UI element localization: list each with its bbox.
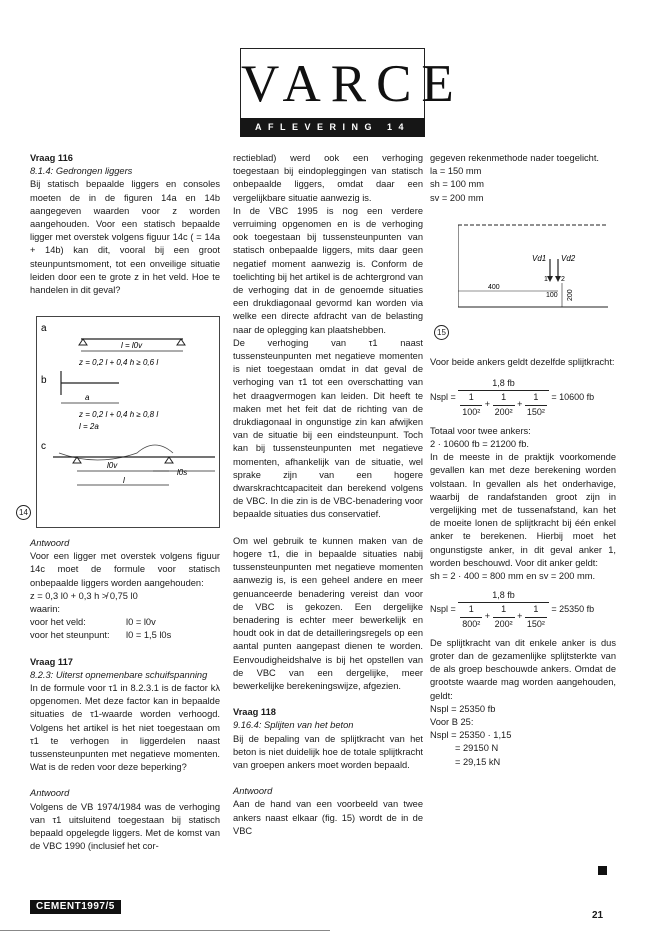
fig15-dim100: 100 xyxy=(546,292,558,299)
column-1 xyxy=(30,152,220,297)
formula-1-numerator: 1,8 fb xyxy=(458,377,549,391)
answer-116-waarin: waarin: xyxy=(30,604,60,615)
col2-p4: Om wel gebruik te kunnen maken van de hogere τ1, die in bepaalde situaties nabij tussensteunpunten met negatieve momenten aanwezig is, is een geheel andere en meer genuanceerde benadering vereist dan voor de VBC is gekozen. Een dergelijke benadering is echter meer bewerkelijk en houdt ook in dat de detailleringsregels op een aantal punten aangepast dienen te worden. Eenvoudigheidshalve is bij het opstellen van de VBC van een dergelijke, meer bewerkelijke berekeningswijze, afgezien. xyxy=(233,535,423,691)
fig15-dim200: 200 xyxy=(567,289,574,301)
column-3-lower xyxy=(430,356,616,769)
formula-1-d1: 100² xyxy=(462,406,481,417)
q117-text: In de formule voor τ1 in 8.2.3.1 is de factor kλ opgenomen. Met deze factor kan in bepaalde situaties de τ1-waarde worden verhoogd. Volgens het artikel is het niet toegestaan om τ1 te verhogen in liggerdelen naast tussensteunpunten met negatieve momenten. Wat is de reden voor deze beperking? xyxy=(30,683,220,773)
col3-p2: Voor beide ankers geldt dezelfde splijtkracht: xyxy=(430,357,615,367)
fig15-vd1: Vd1 xyxy=(532,254,547,263)
formula-2 xyxy=(430,589,616,631)
col2-p1: rectieblad) werd ook een verhoging toegestaan bij eindopleggingen van statisch onbepaalde liggers, omdat daar een vergelijkbare situatie aanwezig is. xyxy=(233,153,423,203)
formula-1-lhs: Nspl = xyxy=(430,392,456,403)
fig14-b-formula: z = 0,2 l + 0,4 h ≥ 0,8 l xyxy=(79,410,159,419)
formula-2-denominator: $\frac{1}{\text{800²}}$ + $\frac{1}{\text{200²}}$ + $\frac{1}{\text{150²}}$ xyxy=(458,603,549,630)
fig14-c-l0s: l0s xyxy=(177,468,188,477)
fig14-b-l: l = 2a xyxy=(79,422,99,431)
col3-p3: Totaal voor twee ankers: xyxy=(430,425,531,436)
col3-p4b: sh = 2 · 400 = 800 mm en sv = 200 mm. xyxy=(430,571,596,582)
series-subtitle: AFLEVERING 14 xyxy=(240,118,425,137)
fig14-a-span: l = l0v xyxy=(121,341,143,350)
col3-la: la = 150 mm xyxy=(430,166,482,177)
formula-2-t3: 1 xyxy=(525,603,547,617)
column-3 xyxy=(430,152,616,205)
fig14-c-l: l xyxy=(123,476,125,485)
column-2 xyxy=(233,152,423,838)
figure-15 xyxy=(458,219,610,311)
col3-p1: gegeven rekenmethode nader toegelicht. xyxy=(430,153,600,163)
col2-p2: In de VBC 1995 is nog een verdere verruiming opgenomen en is de verhoging ook toegestaan bij tussensteunpunten van statisch onbepaalde liggers, mits daar geen negatief moment aanwezig is. Conform de toelichting bij het artikel is de achtergrond van de verhoging dat in de genoemde situaties een drukdiagonaal gevormd kan worden via welke een directe afdracht van de belasting naar de oplegging kan plaatshebben. xyxy=(233,205,423,335)
veld-value: l0 = l0v xyxy=(126,617,156,628)
formula-2-fraction xyxy=(458,589,549,631)
col3-p4: In de meeste in de praktijk voorkomende gevallen kan met deze berekening worden volstaan. In gevallen als het onderhavige, waarbij de randafstanden groot zijn in vergelijking met de tussenafstand, kan het de moeite lonen de splijtkracht bij één enkel anker te berekenen. Hierbij moet het ongunstigste anker, in dit geval anker 1, worden beschouwd. Voor dit anker geldt: xyxy=(430,452,616,568)
fig14-a-formula: z = 0,2 l + 0,4 h ≥ 0,6 l xyxy=(79,358,159,367)
q118-subtitle: 9.16.4: Splijten van het beton xyxy=(233,720,354,731)
formula-2-result: = 25350 fb xyxy=(551,604,595,615)
series-title: VARCE xyxy=(241,55,464,113)
q118-title: Vraag 118 xyxy=(233,707,276,718)
figure-14 xyxy=(36,316,220,528)
q116-text: Bij statisch bepaalde liggers en consoles moeten de in de figuren 14a en 14b aangegeven waarden voor z worden aangehouden. Voor een statisch bepaalde ligger met overstek volgens figuur 14c ( = 14a + 14b) kan dit, vooral bij een groot steunpuntsmoment, tot een onveilige situatie leiden door een te grote z in het veld. Hoe te handelen in dit geval? xyxy=(30,179,220,296)
col3-sv: sv = 200 mm xyxy=(430,192,484,203)
answer-116-steunpunt xyxy=(30,629,220,642)
formula-2-lhs: Nspl = xyxy=(430,604,456,615)
fig15-n1: 1 xyxy=(544,276,548,283)
col3-r3: Nspl = 25350 · 1,15 xyxy=(430,730,512,741)
footer-rule xyxy=(0,930,330,931)
figure-14-drawing xyxy=(37,317,219,527)
answer-117-text: Volgens de VB 1974/1984 was de verhoging van τ1 uitsluitend toegestaan bij statisch bepaald opgelegde liggers. Met de komst van de VBC 1990 (inclusief het cor- xyxy=(30,801,220,852)
answer-116-text: Voor een ligger met overstek volgens figuur 14c moet de formule voor statisch onbepaalde liggers worden aangehouden: xyxy=(30,551,220,588)
end-mark xyxy=(598,866,607,875)
steunpunt-value: l0 = 1,5 l0s xyxy=(126,630,172,641)
formula-1-denominator: $\frac{1}{\text{100²}}$ + $\frac{1}{\text{200²}}$ + $\frac{1}{\text{150²}}$ xyxy=(458,391,549,418)
fig15-n2: 2 xyxy=(561,276,565,283)
fig15-vd2: Vd2 xyxy=(561,254,576,263)
q116-subtitle: 8.1.4: Gedrongen liggers xyxy=(30,166,133,177)
formula-2-t2: 1 xyxy=(493,603,515,617)
formula-1-t1: 1 xyxy=(460,391,482,405)
formula-2-t1: 1 xyxy=(460,603,482,617)
answer-116-veld xyxy=(30,616,220,629)
col3-r2: Voor B 25: xyxy=(430,717,474,728)
figure-15-drawing xyxy=(458,219,610,311)
formula-1-d3: 150² xyxy=(526,406,545,417)
formula-2-d1: 800² xyxy=(462,618,481,629)
formula-1-d2: 200² xyxy=(494,406,513,417)
fig14-label-b: b xyxy=(41,375,47,386)
series-header xyxy=(240,48,464,137)
q117-title: Vraag 117 xyxy=(30,656,73,667)
formula-1-t3: 1 xyxy=(525,391,547,405)
veld-label: voor het veld: xyxy=(30,617,86,628)
fig14-label-a: a xyxy=(41,323,47,334)
fig14-c-l0v: l0v xyxy=(107,461,118,470)
formula-1 xyxy=(430,377,616,419)
col3-p3b: 2 · 10600 fb = 21200 fb. xyxy=(430,439,529,450)
answer-116-formula: z = 0,3 l0 + 0,3 h ≯ 0,75 l0 xyxy=(30,590,138,601)
col3-sh: sh = 100 mm xyxy=(430,179,484,190)
figure-14-number: 14 xyxy=(16,505,31,520)
q118-text: Bij de bepaling van de splijtkracht van het beton is niet duidelijk hoe de totale splijtkracht van groepen ankers moet worden bepaald. xyxy=(233,733,423,770)
col2-p3: De verhoging van τ1 naast tussensteunpunten met negatieve momenten is niet toegestaan omdat in dat geval de verhoging van τ1 tot een overschatting van het draagvermogen kan leiden. Dit heeft te maken met het feit dat de richting van de drukdiagonaal in ongunstige zin kan afwijken van de situatie bij een eindsteunpunt. Toch kan bij tussensteunpunten met negatieve momenten, afhankelijk van de situatie, wel sprake zijn van een hogere dwarskrachtcapaciteit dan berekend volgens de VBC. In die zin is de VBC-benadering voor bepaalde situaties dus conservatief. xyxy=(233,337,423,520)
column-1-lower xyxy=(30,537,220,853)
page-number: 21 xyxy=(592,910,604,921)
q116-title: Vraag 116 xyxy=(30,153,73,163)
formula-1-result: = 10600 fb xyxy=(551,392,595,403)
col3-r1: Nspl = 25350 fb xyxy=(430,703,496,714)
answer-116-title: Antwoord xyxy=(30,538,70,548)
journal-footer: CEMENT1997/5 xyxy=(30,900,121,914)
formula-1-t2: 1 xyxy=(493,391,515,405)
col3-r4: = 29150 N xyxy=(455,743,499,754)
q117-subtitle: 8.2.3: Uiterst opnemenbare schuifspanning xyxy=(30,669,208,680)
fig14-b-span: a xyxy=(85,393,90,402)
answer-117-title: Antwoord xyxy=(30,788,70,799)
formula-2-d3: 150² xyxy=(526,618,545,629)
steunpunt-label: voor het steunpunt: xyxy=(30,630,110,641)
answer-118-text: Aan de hand van een voorbeeld van twee ankers naast elkaar (fig. 15) wordt de in de VBC xyxy=(233,799,423,836)
fig14-label-c: c xyxy=(41,441,46,452)
formula-1-fraction xyxy=(458,377,549,419)
fig15-dim400: 400 xyxy=(488,284,500,291)
col3-p5: De splijtkracht van dit enkele anker is dus groter dan de gezamenlijke splijtsterkte van de als groep beschouwde ankers. Omdat de grootste waarde mag worden aangehouden, geldt: xyxy=(430,637,616,701)
answer-118-title: Antwoord xyxy=(233,786,273,797)
figure-15-number: 15 xyxy=(434,325,449,340)
formula-2-numerator: 1,8 fb xyxy=(458,589,549,603)
formula-2-d2: 200² xyxy=(494,618,513,629)
col3-r5: = 29,15 kN xyxy=(455,756,501,767)
